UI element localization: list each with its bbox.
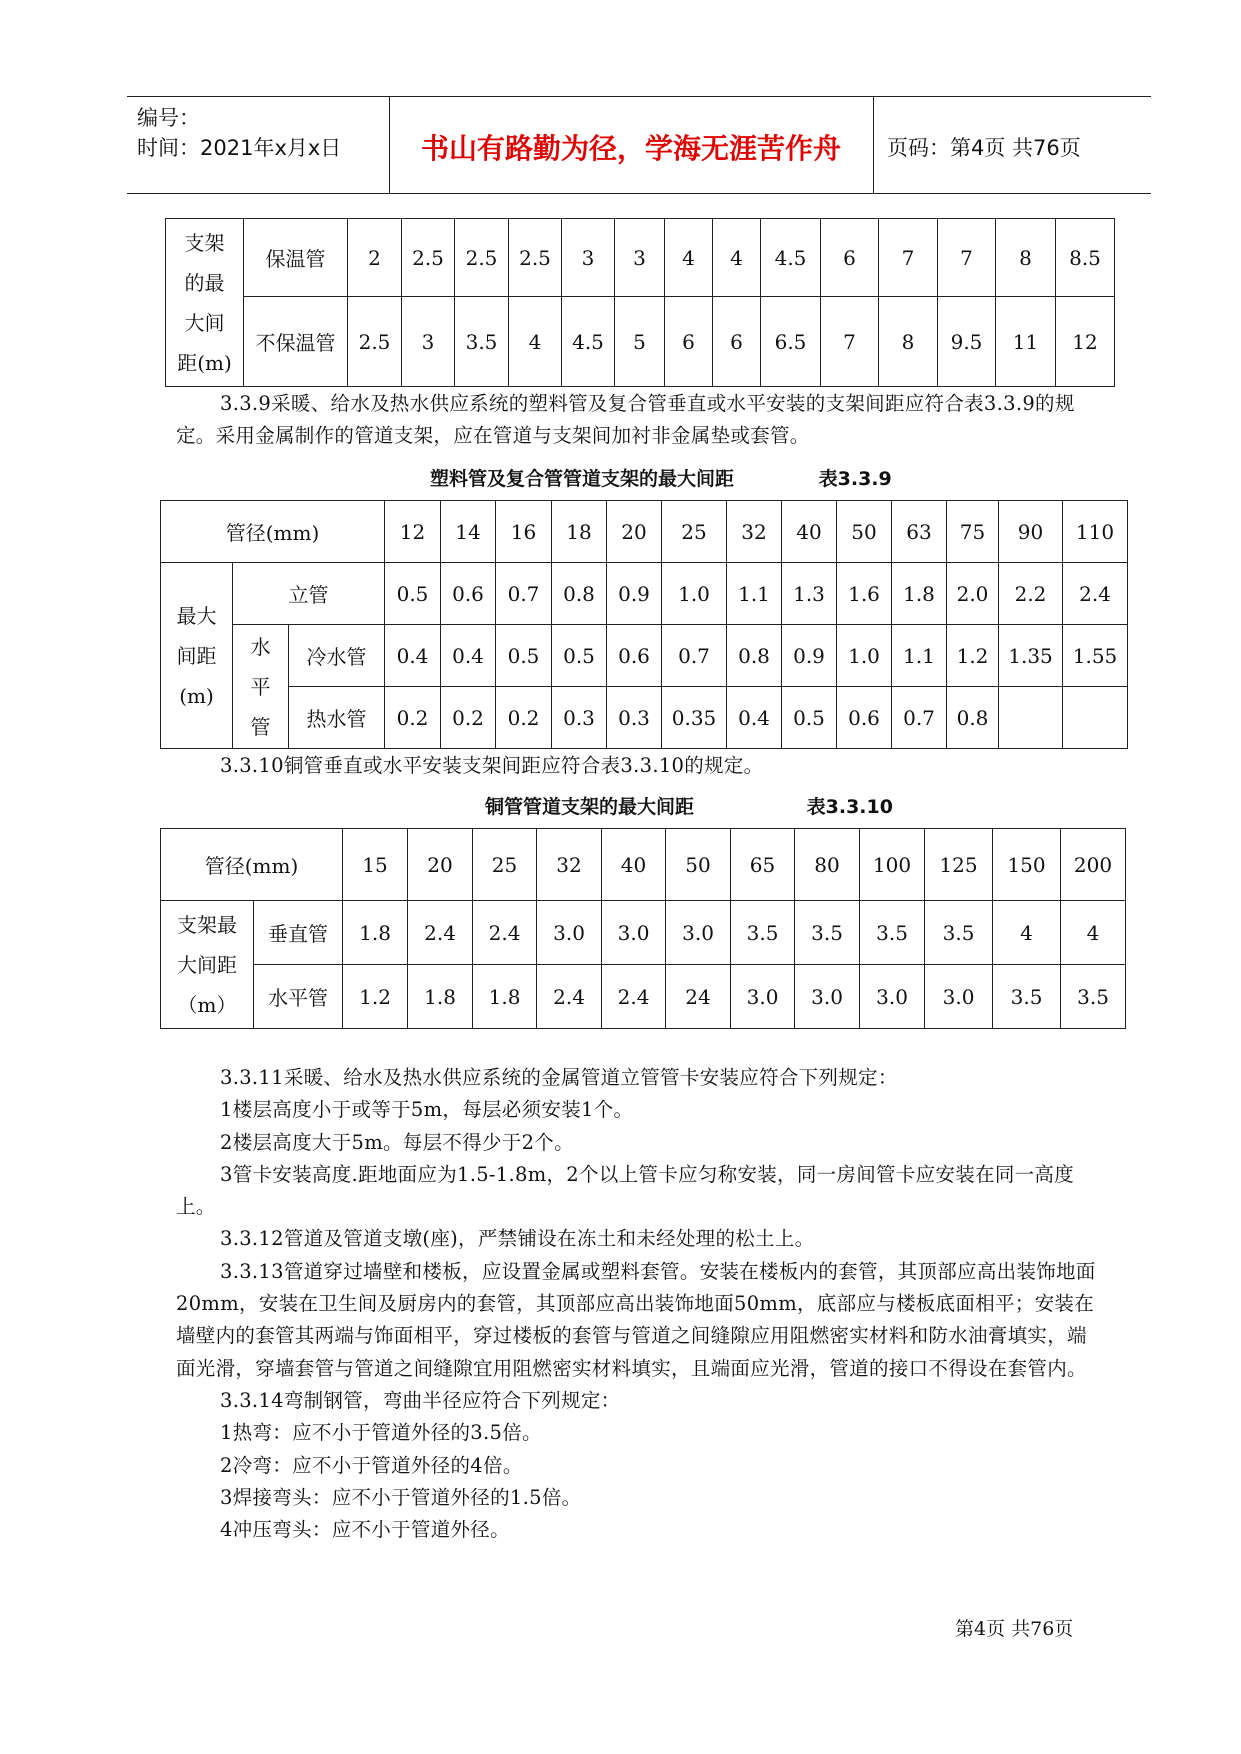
cell: 0.3: [552, 687, 607, 749]
cell: 2.4: [473, 901, 537, 965]
header-meta: [137, 103, 385, 163]
paragraph: 3.3.13管道穿过墙壁和楼板，应设置金属或塑料套管。安装在楼板内的套管，其顶部应高出装饰地面20mm，安装在卫生间及厨房内的套管，其顶部应高出装饰地面50mm，底部应与楼板底面相平；安装在墙壁内的套管其两端与饰面相平，穿过楼板的套管与管道之间缝隙应用阻燃密实材料和防水油膏填实，端面光滑，穿墙套管与管道之间缝隙宜用阻燃密实材料填实，且端面应光滑，管道的接口不得设在套管内。: [176, 1259, 1096, 1380]
cell: 2: [348, 219, 402, 297]
cell: 6: [713, 297, 761, 387]
paragraph: 3管卡安装高度.距地面应为1.5-1.8m，2个以上管卡应匀称安装，同一房间管卡应安装在同一高度上。: [176, 1162, 1075, 1219]
row-label-insulated: 保温管: [244, 219, 348, 297]
cell: 3.0: [925, 965, 993, 1029]
serial-label: 编号：: [137, 106, 200, 130]
caption-number: 表3.3.10: [806, 796, 893, 818]
diameter: 125: [925, 829, 993, 901]
row-label-horizontal: 水平管: [254, 965, 343, 1029]
cell: 3.5: [1061, 965, 1126, 1029]
diameter: 65: [731, 829, 795, 901]
paragraph: 3.3.12管道及管道支墩(座)，严禁铺设在冻土和未经处理的松土上。: [220, 1227, 815, 1251]
horizontal-pipe-label: 水 平 管: [233, 625, 289, 749]
cell: 3.5: [993, 965, 1061, 1029]
row-label-vertical: 立管: [233, 563, 385, 625]
paragraph: 2冷弯：应不小于管道外径的4倍。: [220, 1453, 523, 1477]
cell: 1.1: [727, 563, 782, 625]
diameter: 18: [552, 501, 607, 563]
cell: 0.2: [496, 687, 552, 749]
cell: 0.8: [947, 687, 999, 749]
cell: 0.3: [607, 687, 662, 749]
header-divider: [873, 97, 874, 193]
cell: 6.5: [761, 297, 821, 387]
cell: 0.6: [837, 687, 892, 749]
cell: 0.7: [662, 625, 727, 687]
diameter: 25: [662, 501, 727, 563]
diameter: 50: [837, 501, 892, 563]
cell: 0.8: [552, 563, 607, 625]
page-footer: 第4页 共76页: [955, 1618, 1074, 1640]
cell: 2.4: [1063, 563, 1128, 625]
row-group-label: 支架最 大间距 （m）: [161, 901, 254, 1029]
diameter: 80: [795, 829, 860, 901]
cell: 0.9: [607, 563, 662, 625]
cell: 1.55: [1063, 625, 1128, 687]
cell: 0.7: [892, 687, 947, 749]
cell: 2.2: [999, 563, 1063, 625]
cell: 3.0: [537, 901, 602, 965]
cell: 8: [996, 219, 1056, 297]
cell: 6: [821, 219, 879, 297]
diameter: 75: [947, 501, 999, 563]
cell: 0.5: [782, 687, 837, 749]
row-group-label: 支架 的最 大间 距(m): [166, 219, 244, 387]
diameter: 63: [892, 501, 947, 563]
diameter: 50: [666, 829, 731, 901]
cell: 2.5: [455, 219, 509, 297]
cell: 3: [562, 219, 615, 297]
cell: 1.2: [947, 625, 999, 687]
cell: 24: [666, 965, 731, 1029]
cell: 0.5: [385, 563, 441, 625]
cell: 0.6: [607, 625, 662, 687]
copper-pipe-support-table: [160, 828, 1126, 1029]
cell: 2.4: [408, 901, 473, 965]
header-page-label: 页码：第4页 共76页: [887, 136, 1081, 160]
paragraph: 3焊接弯头：应不小于管道外径的1.5倍。: [220, 1485, 582, 1509]
cell: 0.4: [727, 687, 782, 749]
header-diameter: 管径(mm): [161, 829, 343, 901]
cell: 3.5: [731, 901, 795, 965]
cell: 2.4: [537, 965, 602, 1029]
diameter: 14: [441, 501, 496, 563]
diameter: 90: [999, 501, 1063, 563]
cell: 5: [615, 297, 665, 387]
cell: 0.2: [441, 687, 496, 749]
cell: 0.7: [496, 563, 552, 625]
diameter: 40: [602, 829, 666, 901]
diameter: 16: [496, 501, 552, 563]
cell: 0.5: [496, 625, 552, 687]
cell: 3.5: [795, 901, 860, 965]
cell: 8.5: [1056, 219, 1115, 297]
cell: 3: [402, 297, 455, 387]
cell: 1.8: [473, 965, 537, 1029]
cell: 3.5: [860, 901, 925, 965]
plastic-pipe-support-table: [160, 500, 1128, 749]
cell: 0.8: [727, 625, 782, 687]
diameter: 150: [993, 829, 1061, 901]
cell: 1.8: [892, 563, 947, 625]
cell: 2.4: [602, 965, 666, 1029]
paragraph: 1楼层高度小于或等于5m，每层必须安装1个。: [220, 1098, 634, 1122]
row-label-uninsulated: 不保温管: [244, 297, 348, 387]
diameter: 100: [860, 829, 925, 901]
cell: 12: [1056, 297, 1115, 387]
cell: 8: [879, 297, 938, 387]
cell: [1063, 687, 1128, 749]
cell: 1.0: [662, 563, 727, 625]
diameter: 25: [473, 829, 537, 901]
cell: 2.5: [402, 219, 455, 297]
caption-title: 铜管管道支架的最大间距: [485, 796, 695, 818]
cell: 1.3: [782, 563, 837, 625]
cell: 3: [615, 219, 665, 297]
cell: 2.0: [947, 563, 999, 625]
paragraph: 4冲压弯头：应不小于管道外径。: [220, 1518, 510, 1542]
cell: 7: [879, 219, 938, 297]
paragraph: 3.3.14弯制钢管，弯曲半径应符合下列规定：: [220, 1388, 621, 1412]
cell: 3.0: [666, 901, 731, 965]
diameter: 32: [727, 501, 782, 563]
row-label-vertical: 垂直管: [254, 901, 343, 965]
cell: 4: [1061, 901, 1126, 965]
cell: 4.5: [562, 297, 615, 387]
support-spacing-table-continued: [165, 218, 1115, 387]
cell: 2.5: [348, 297, 402, 387]
cell: 1.2: [343, 965, 408, 1029]
row-label-hot: 热水管: [289, 687, 385, 749]
cell: 9.5: [938, 297, 996, 387]
diameter: 20: [408, 829, 473, 901]
time-label: 时间：2021年x月x日: [137, 136, 342, 160]
paragraph-3-3-9: 3.3.9采暖、给水及热水供应系统的塑料管及复合管垂直或水平安装的支架间距应符合表3.3.9的规定。采用金属制作的管道支架，应在管道与支架间加衬非金属垫或套管。: [176, 392, 1075, 448]
cell: 0.4: [441, 625, 496, 687]
cell: [999, 687, 1063, 749]
cell: 1.35: [999, 625, 1063, 687]
caption-title: 塑料管及复合管管道支架的最大间距: [430, 468, 735, 490]
diameter: 110: [1063, 501, 1128, 563]
paragraph: 1热弯：应不小于管道外径的3.5倍。: [220, 1421, 542, 1445]
diameter: 200: [1061, 829, 1126, 901]
diameter: 15: [343, 829, 408, 901]
cell: 3.5: [455, 297, 509, 387]
paragraph-3-3-10: 3.3.10铜管垂直或水平安装支架间距应符合表3.3.10的规定。: [220, 754, 764, 777]
cell: 7: [821, 297, 879, 387]
caption-number: 表3.3.9: [818, 468, 892, 490]
cell: 3.5: [925, 901, 993, 965]
paragraph: 3.3.11采暖、给水及热水供应系统的金属管道立管管卡安装应符合下列规定：: [220, 1066, 898, 1089]
cell: 6: [665, 297, 713, 387]
cell: 1.0: [837, 625, 892, 687]
table-3-3-9-caption: [430, 464, 892, 491]
cell: 4: [665, 219, 713, 297]
diameter: 32: [537, 829, 602, 901]
row-group-label: 最大 间距 (m): [161, 563, 233, 749]
diameter: 20: [607, 501, 662, 563]
cell: 1.8: [343, 901, 408, 965]
cell: 1.6: [837, 563, 892, 625]
cell: 1.1: [892, 625, 947, 687]
header-motto: 书山有路勤为径，学海无涯苦作舟: [420, 132, 841, 165]
cell: 3.0: [602, 901, 666, 965]
cell: 0.35: [662, 687, 727, 749]
cell: 0.2: [385, 687, 441, 749]
cell: 3.0: [731, 965, 795, 1029]
cell: 3.0: [795, 965, 860, 1029]
cell: 4.5: [761, 219, 821, 297]
cell: 7: [938, 219, 996, 297]
diameter: 12: [385, 501, 441, 563]
header-diameter: 管径(mm): [161, 501, 385, 563]
body-paragraphs: [176, 1062, 1106, 1546]
cell: 0.6: [441, 563, 496, 625]
cell: 4: [993, 901, 1061, 965]
paragraph: 2楼层高度大于5m。每层不得少于2个。: [220, 1130, 574, 1154]
row-label-cold: 冷水管: [289, 625, 385, 687]
cell: 0.5: [552, 625, 607, 687]
cell: 4: [713, 219, 761, 297]
cell: 0.9: [782, 625, 837, 687]
diameter: 40: [782, 501, 837, 563]
cell: 0.4: [385, 625, 441, 687]
cell: 1.8: [408, 965, 473, 1029]
cell: 4: [509, 297, 562, 387]
table-3-3-10-caption: [485, 792, 893, 819]
cell: 11: [996, 297, 1056, 387]
page-header: [127, 96, 1151, 194]
cell: 2.5: [509, 219, 562, 297]
cell: 3.0: [860, 965, 925, 1029]
